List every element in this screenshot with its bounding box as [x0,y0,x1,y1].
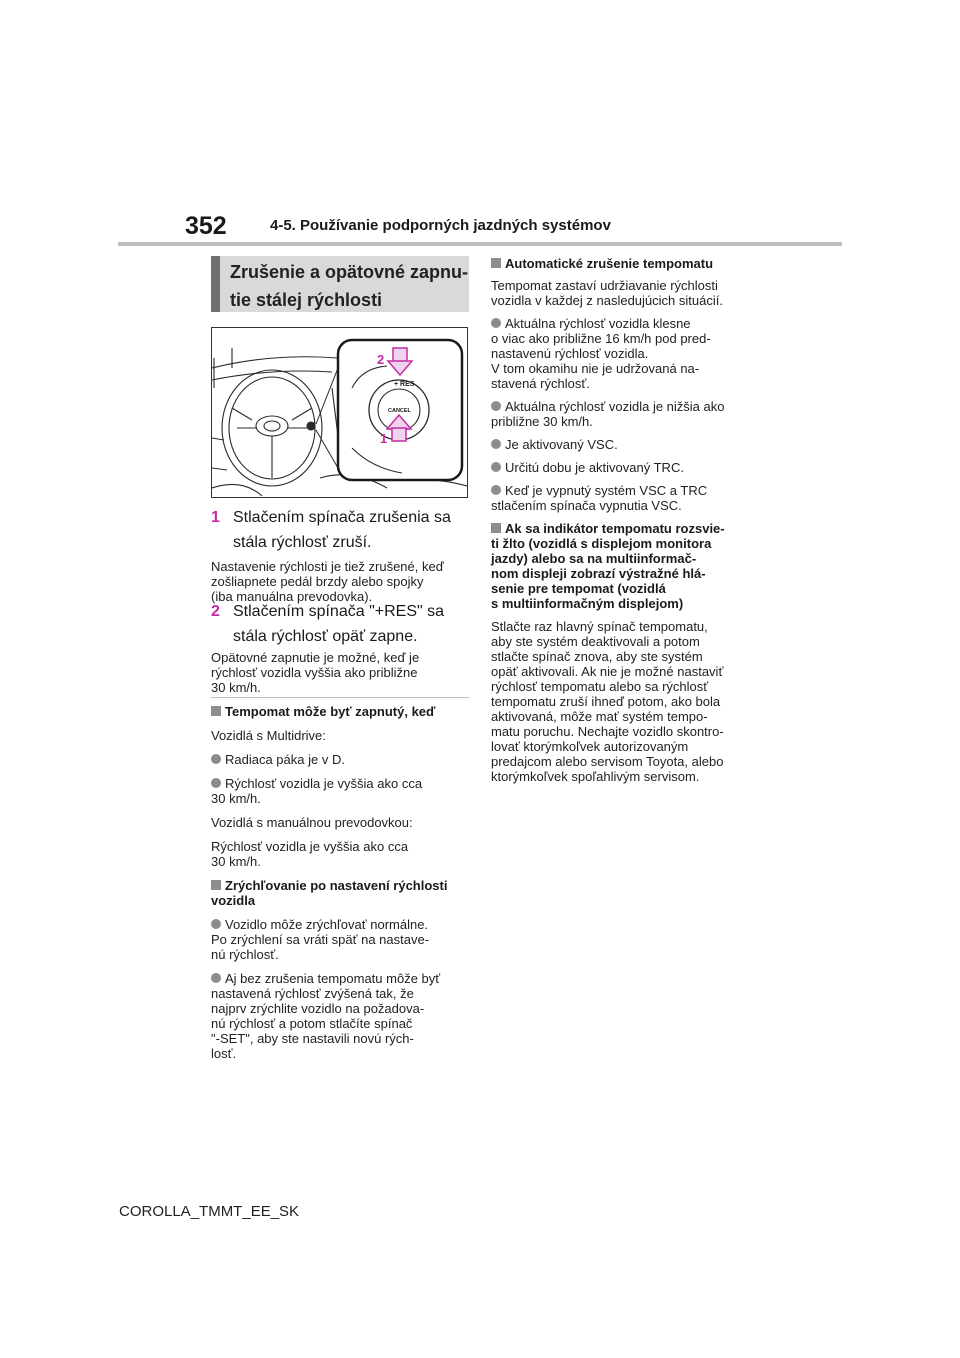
note-paragraph-line: Tempomat zastaví udržiavanie rýchlosti [491,278,718,293]
note-paragraph-line: matu poruchu. Nechajte vozidlo skontro- [491,724,724,739]
bullet-text: Vozidlo môže zrýchľovať normálne. [225,917,429,932]
step-2-line2: stála rýchlosť opäť zapne. [233,628,418,645]
note-paragraph-line: 30 km/h. [211,854,261,869]
note-heading: vozidla [211,893,256,908]
bullet-text: nú rýchlosť. [211,947,279,962]
bullet-icon [211,778,221,788]
bullet-icon [491,318,501,328]
step-2 [211,601,471,695]
note-heading: Ak sa indikátor tempomatu rozsvie- [505,521,725,536]
note-paragraph-line: Stlačte raz hlavný spínač tempomatu, [491,619,708,634]
note-heading: Tempomat môže byť zapnutý, keď [225,704,436,719]
bullet-text: nastavená rýchlosť zvýšená tak, že [211,986,414,1001]
section-title: 4-5. Používanie podporných jazdných systémov [270,217,611,234]
note-paragraph-line: opäť aktivovali. Ak nie je možné nastaviť [491,664,724,679]
bullet-icon [491,401,501,411]
bullet-text: Aj bez zrušenia tempomatu môže byť [225,971,441,986]
note-heading: Zrýchľovanie po nastavení rýchlosti [225,878,448,893]
header-rule [118,242,842,246]
note-heading: s multiinformačným displejom) [491,596,684,611]
bullet-text: 30 km/h. [211,791,261,806]
callout-1: 1 [380,431,388,446]
note-paragraph: Vozidlá s Multidrive: [211,728,326,743]
res-switch-label: + RES [394,381,415,388]
bullet-icon [491,462,501,472]
page-number: 352 [185,212,227,240]
square-bullet-icon [211,706,221,716]
illustration-svg [212,328,467,497]
note-paragraph-line: lovať ktorýmkoľvek autorizovaným [491,739,689,754]
step-2-note-line: 30 km/h. [211,680,261,695]
bullet-text: stlačením spínača vypnutia VSC. [491,498,682,513]
callout-2: 2 [377,352,385,367]
step-2-line1: Stlačením spínača "+RES" sa [233,603,445,620]
step-2-number: 2 [211,603,220,620]
section-heading-box [211,256,469,312]
step-2-note-line: Opätovné zapnutie je možné, keď je [211,650,420,665]
step-1-note-line: (iba manuálna prevodovka). [211,589,373,604]
bullet-text: o viac ako približne 16 km/h pod pred- [491,331,711,346]
cancel-switch-label: CANCEL [388,408,411,414]
bullet-text: nastavenú rýchlosť vozidla. [491,346,649,361]
bullet-text: Je aktivovaný VSC. [505,437,618,452]
step-1 [211,507,471,604]
square-bullet-icon [491,258,501,268]
step-1-line2: stála rýchlosť zruší. [233,534,372,551]
document-footer: COROLLA_TMMT_EE_SK [119,1203,300,1220]
left-notes [211,704,476,1061]
note-heading: senie pre tempomat (vozidlá [491,581,666,596]
step-1-note-line: Nastavenie rýchlosti je tiež zrušené, keď [211,559,444,574]
bullet-icon [211,919,221,929]
bullet-text: Aktuálna rýchlosť vozidla klesne [505,316,691,331]
bullet-text: nú rýchlosť a potom stlačíte spínač [211,1016,413,1031]
square-bullet-icon [491,523,501,533]
note-heading: ti žlto (vozidlá s displejom monitora [491,536,712,551]
section-heading-line2: tie stálej rýchlosti [230,290,383,310]
step-1-line1: Stlačením spínača zrušenia sa [233,509,451,526]
bullet-text: "-SET", aby ste nastavili novú rých- [211,1031,414,1046]
bullet-text: Aktuálna rýchlosť vozidla je nižšia ako [505,399,725,414]
note-paragraph-line: Rýchlosť vozidla je vyššia ako cca [211,839,409,854]
note-paragraph-line: aby ste systém deaktivovali a potom [491,634,700,649]
note-heading: Automatické zrušenie tempomatu [505,256,714,271]
bullet-text: losť. [211,1046,237,1061]
bullet-text: V tom okamihu nie je udržovaná na- [491,361,700,376]
bullet-text: približne 30 km/h. [491,414,593,429]
bullet-icon [211,973,221,983]
note-paragraph-line: aktivovaná, môže mať systém tempo- [491,709,708,724]
bullet-icon [491,439,501,449]
note-paragraph-line: predajcom alebo servisom Toyota, alebo [491,754,724,769]
note-paragraph-line: ktorýmkoľvek spoľahlivým servisom. [491,769,700,784]
bullet-text: Určitú dobu je aktivovaný TRC. [505,460,684,475]
section-heading-line1: Zrušenie a opätovné zapnu- [230,262,469,282]
right-notes [491,256,766,784]
note-paragraph-line: tempomatu zruší ihneď potom, ako bola [491,694,721,709]
bullet-text: Rýchlosť vozidla je vyššia ako cca [225,776,423,791]
bullet-icon [491,485,501,495]
bullet-text: najprv zrýchlite vozidlo na požadova- [211,1001,425,1016]
bullet-icon [211,754,221,764]
separator [211,697,469,698]
note-paragraph-line: rýchlosť tempomatu alebo sa rýchlosť [491,679,709,694]
note-paragraph: Vozidlá s manuálnou prevodovkou: [211,815,413,830]
step-1-note-line: zošliapnete pedál brzdy alebo spojky [211,574,424,589]
bullet-text: Keď je vypnutý systém VSC a TRC [505,483,708,498]
note-paragraph-line: stlačte spínač znova, aby ste systém [491,649,703,664]
bullet-text: Po zrýchlení sa vráti späť na nastave- [211,932,430,947]
step-2-note-line: rýchlosť vozidla vyššia ako približne [211,665,418,680]
note-paragraph-line: vozidla v každej z nasledujúcich situácií. [491,293,723,308]
leader-lines [316,368,338,468]
square-bullet-icon [211,880,221,890]
note-heading: nom displeji zobrazí výstražné hlá- [491,566,706,581]
note-heading: jazdy) alebo sa na multiinformač- [491,551,697,566]
steering-switch-illustration [211,327,468,498]
bullet-text: Radiaca páka je v D. [225,752,345,767]
step-1-number: 1 [211,509,220,526]
bullet-text: stavená rýchlosť. [491,376,590,391]
